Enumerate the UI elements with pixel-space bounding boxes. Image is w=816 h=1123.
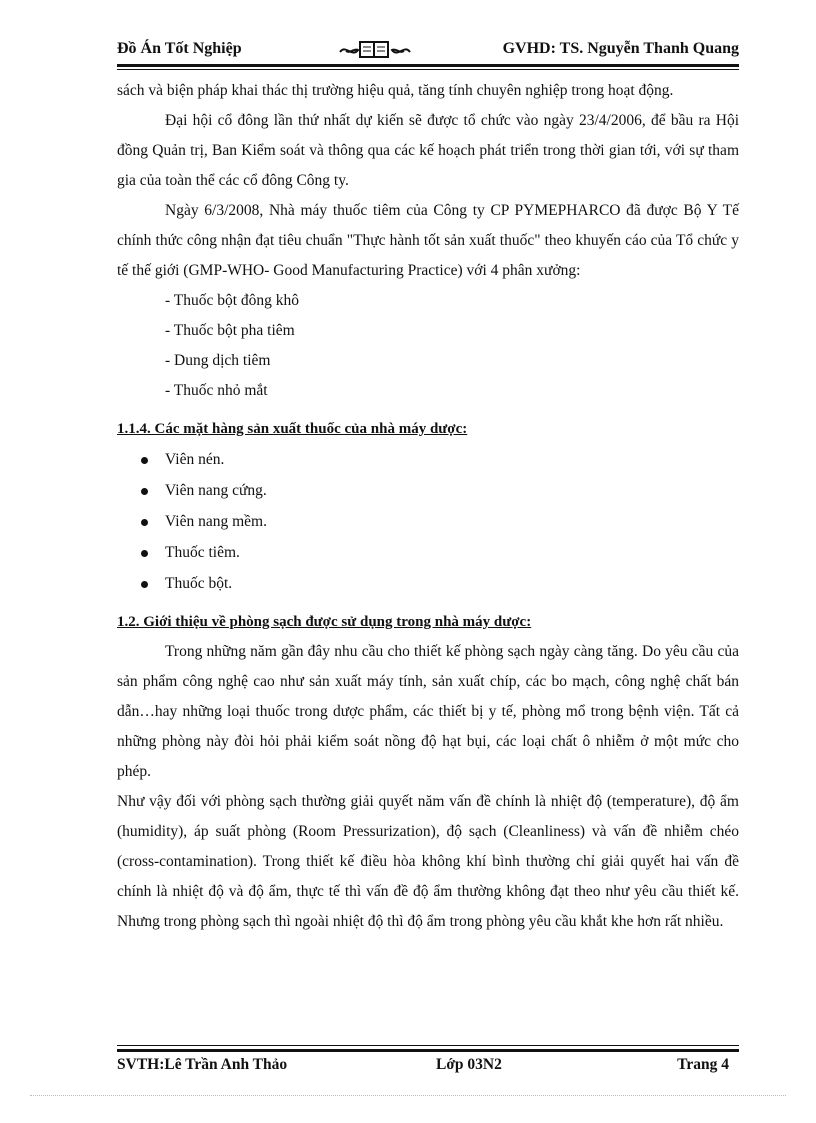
footer-page-number: Trang 4: [677, 1056, 729, 1073]
page-body: [117, 76, 739, 937]
list-item: Thuốc tiêm.: [117, 537, 739, 568]
paragraph-gmp-certification: Ngày 6/3/2008, Nhà máy thuốc tiêm của Công ty CP PYMEPHARCO đã được Bộ Y Tế chính thức công nhận đạt tiêu chuẩn "Thực hành tốt sản xuất thuốc" theo khuyến cáo của Tổ chức y tế thế giới (GMP-WHO- Good Manufacturing Practice) với 4 phân xưởng:: [117, 202, 739, 279]
dash-item: - Dung dịch tiêm: [165, 352, 271, 369]
paragraph-cleanroom-demand: Trong những năm gần đây nhu cầu cho thiết kế phòng sạch ngày càng tăng. Do yêu cầu của sản phẩm công nghệ cao như sản xuất máy tính, sản xuất chíp, các bo mạch, công nghệ chất bán dẫn…hay những loại thuốc trong dược phẩm, các thiết bị y tế, phòng mổ trong bệnh viện. Tất cả những phòng này đòi hỏi phải kiểm soát nồng độ hạt bụi, các loại chất ô nhiễm ở một mức cho phép.: [117, 643, 739, 780]
page-footer: [117, 1056, 739, 1078]
footer-rule-thick: [117, 1049, 739, 1052]
footer-student: SVTH:Lê Trần Anh Thảo: [117, 1056, 288, 1073]
list-item: Viên nén.: [117, 444, 739, 475]
section-heading-cleanroom: 1.2. Giới thiệu về phòng sạch được sử dụng trong nhà máy dược:: [117, 614, 532, 630]
header-title: Đồ Án Tốt Nghiệp: [117, 40, 242, 57]
header-rule-thick: [117, 64, 739, 67]
header-rule-thin: [117, 69, 739, 70]
list-item: Viên nang cứng.: [117, 475, 739, 506]
paragraph-continued: sách và biện pháp khai thác thị trường hiệu quả, tăng tính chuyên nghiệp trong hoạt động.: [117, 82, 674, 99]
dash-item: - Thuốc nhỏ mắt: [165, 382, 268, 399]
paragraph-shareholders-meeting: Đại hội cổ đông lần thứ nhất dự kiến sẽ được tổ chức vào ngày 23/4/2006, để bầu ra Hội đồng Quản trị, Ban Kiểm soát và thông qua các kế hoạch phát triển trong thời gian tới, với sự tham gia của toàn thể các cổ đông Công ty.: [117, 112, 739, 189]
section-heading-products: 1.1.4. Các mặt hàng sản xuất thuốc của nhà máy dược:: [117, 421, 468, 437]
dash-item: - Thuốc bột đông khô: [165, 292, 300, 309]
list-item: Viên nang mềm.: [117, 506, 739, 537]
product-list: [117, 444, 739, 599]
page-header: [117, 40, 739, 64]
page-edge-divider: [30, 1095, 786, 1096]
book-ornament-icon: [338, 40, 412, 60]
header-advisor: GVHD: TS. Nguyễn Thanh Quang: [502, 40, 739, 57]
paragraph-cleanroom-issues: Như vậy đối với phòng sạch thường giải quyết năm vấn đề chính là nhiệt độ (temperature), độ ẩm (humidity), áp suất phòng (Room Pressurization), độ sạch (Cleanliness) và vấn đề nhiễm chéo (cross-contamination). Trong thiết kế điều hòa không khí bình thường chỉ giải quyết hai vấn đề chính là nhiệt độ và độ ẩm, thực tế thì vấn đề độ ẩm thường không đạt theo như yêu cầu thiết kế. Nhưng trong phòng sạch thì ngoài nhiệt độ thì độ ẩm trong phòng yêu cầu khắt khe hơn rất nhiều.: [117, 793, 739, 930]
dash-item: - Thuốc bột pha tiêm: [165, 322, 295, 339]
footer-rule-thin: [117, 1045, 739, 1046]
footer-class: Lớp 03N2: [436, 1056, 502, 1073]
list-item: Thuốc bột.: [117, 568, 739, 599]
